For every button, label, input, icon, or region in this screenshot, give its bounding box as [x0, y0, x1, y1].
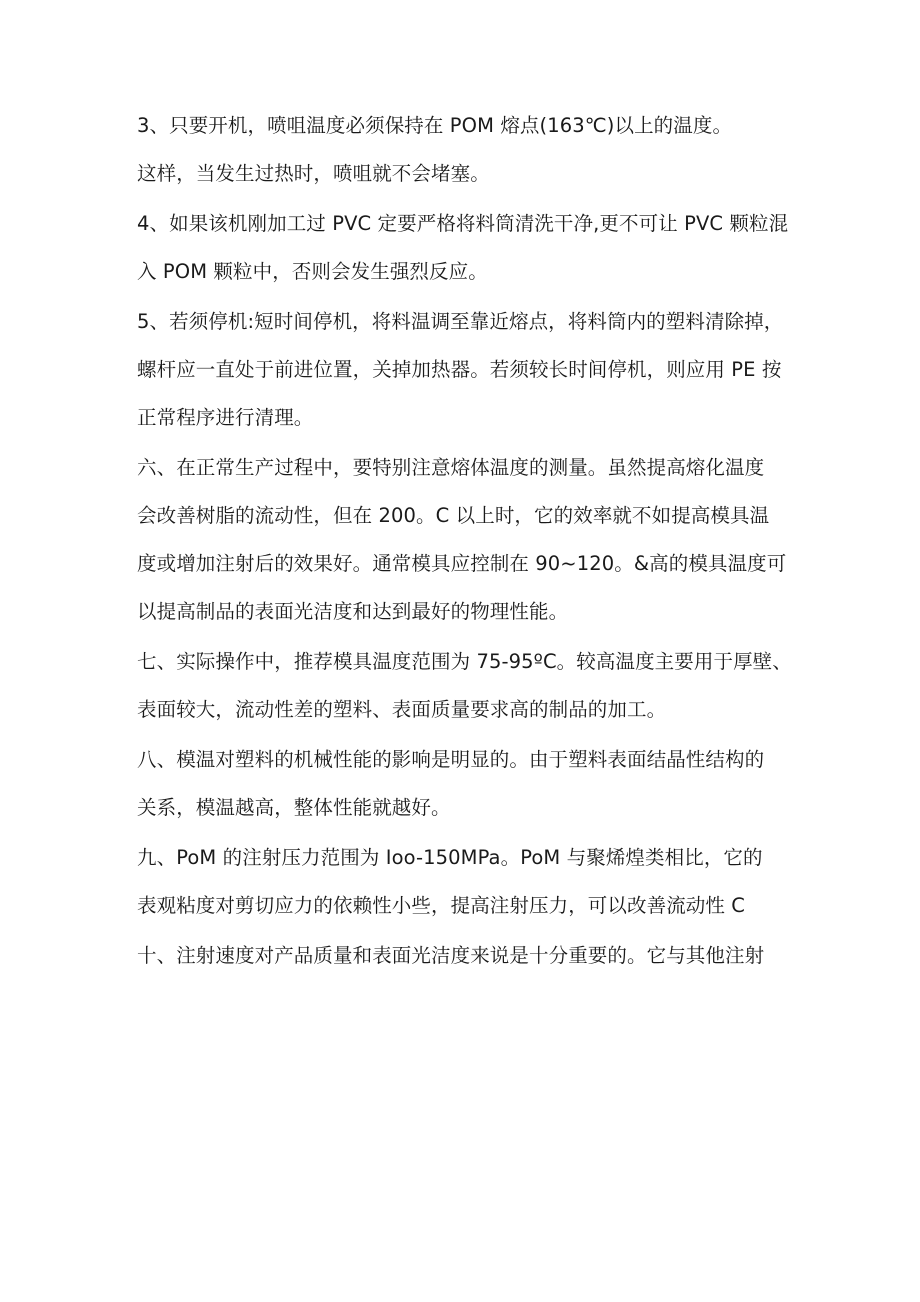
text-line: 十、注射速度对产品质量和表面光洁度来说是十分重要的。它与其他注射	[137, 944, 765, 967]
text-line: 入 POM 颗粒中，否则会发生强烈反应。	[137, 260, 488, 283]
paragraph-5-shutdown	[137, 310, 801, 430]
text-line: 4、如果该机刚加工过 PVC 定要严格将料筒清洗干净,更不可让 PVC 颗粒混	[137, 212, 789, 235]
text-line: 会改善树脂的流动性，但在 200。C 以上时，它的效率就不如提高模具温	[137, 504, 770, 527]
text-line: 表观粘度对剪切应力的依赖性小些，提高注射压力，可以改善流动性 C	[137, 894, 746, 917]
paragraph-10-injection-speed	[137, 944, 801, 968]
text-line: 正常程序进行清理。	[137, 406, 314, 429]
paragraph-6-melt-temperature	[137, 456, 801, 624]
text-line: 九、PoM 的注射压力范围为 Ioo-150MPa。PoM 与聚烯煌类相比，它的	[137, 846, 763, 869]
paragraph-9-injection-pressure	[137, 846, 801, 918]
text-line: 这样，当发生过热时，喷咀就不会堵塞。	[137, 162, 490, 185]
paragraph-4-pvc-cleaning	[137, 212, 801, 284]
text-line: 以提高制品的表面光洁度和达到最好的物理性能。	[137, 600, 569, 623]
paragraph-3-nozzle-temperature	[137, 114, 801, 186]
paragraph-8-mechanical-properties	[137, 748, 801, 820]
text-line: 螺杆应一直处于前进位置，关掉加热器。若须较长时间停机，则应用 PE 按	[137, 358, 782, 381]
text-line: 5、若须停机:短时间停机，将料温调至靠近熔点，将料筒内的塑料清除掉，	[137, 310, 784, 333]
document-body	[137, 114, 801, 994]
text-line: 关系，模温越高，整体性能就越好。	[137, 796, 451, 819]
text-line: 度或增加注射后的效果好。通常模具应控制在 90~120。&高的模具温度可	[137, 552, 787, 575]
text-line: 七、实际操作中，推荐模具温度范围为 75-95ºC。较高温度主要用于厚壁、	[137, 650, 792, 673]
text-line: 六、在正常生产过程中，要特别注意熔体温度的测量。虽然提高熔化温度	[137, 456, 765, 479]
text-line: 表面较大，流动性差的塑料、表面质量要求高的制品的加工。	[137, 698, 667, 721]
text-line: 八、模温对塑料的机械性能的影响是明显的。由于塑料表面结晶性结构的	[137, 748, 765, 771]
paragraph-7-mold-temperature	[137, 650, 801, 722]
text-line: 3、只要开机，喷咀温度必须保持在 POM 熔点(163℃)以上的温度。	[137, 114, 733, 137]
